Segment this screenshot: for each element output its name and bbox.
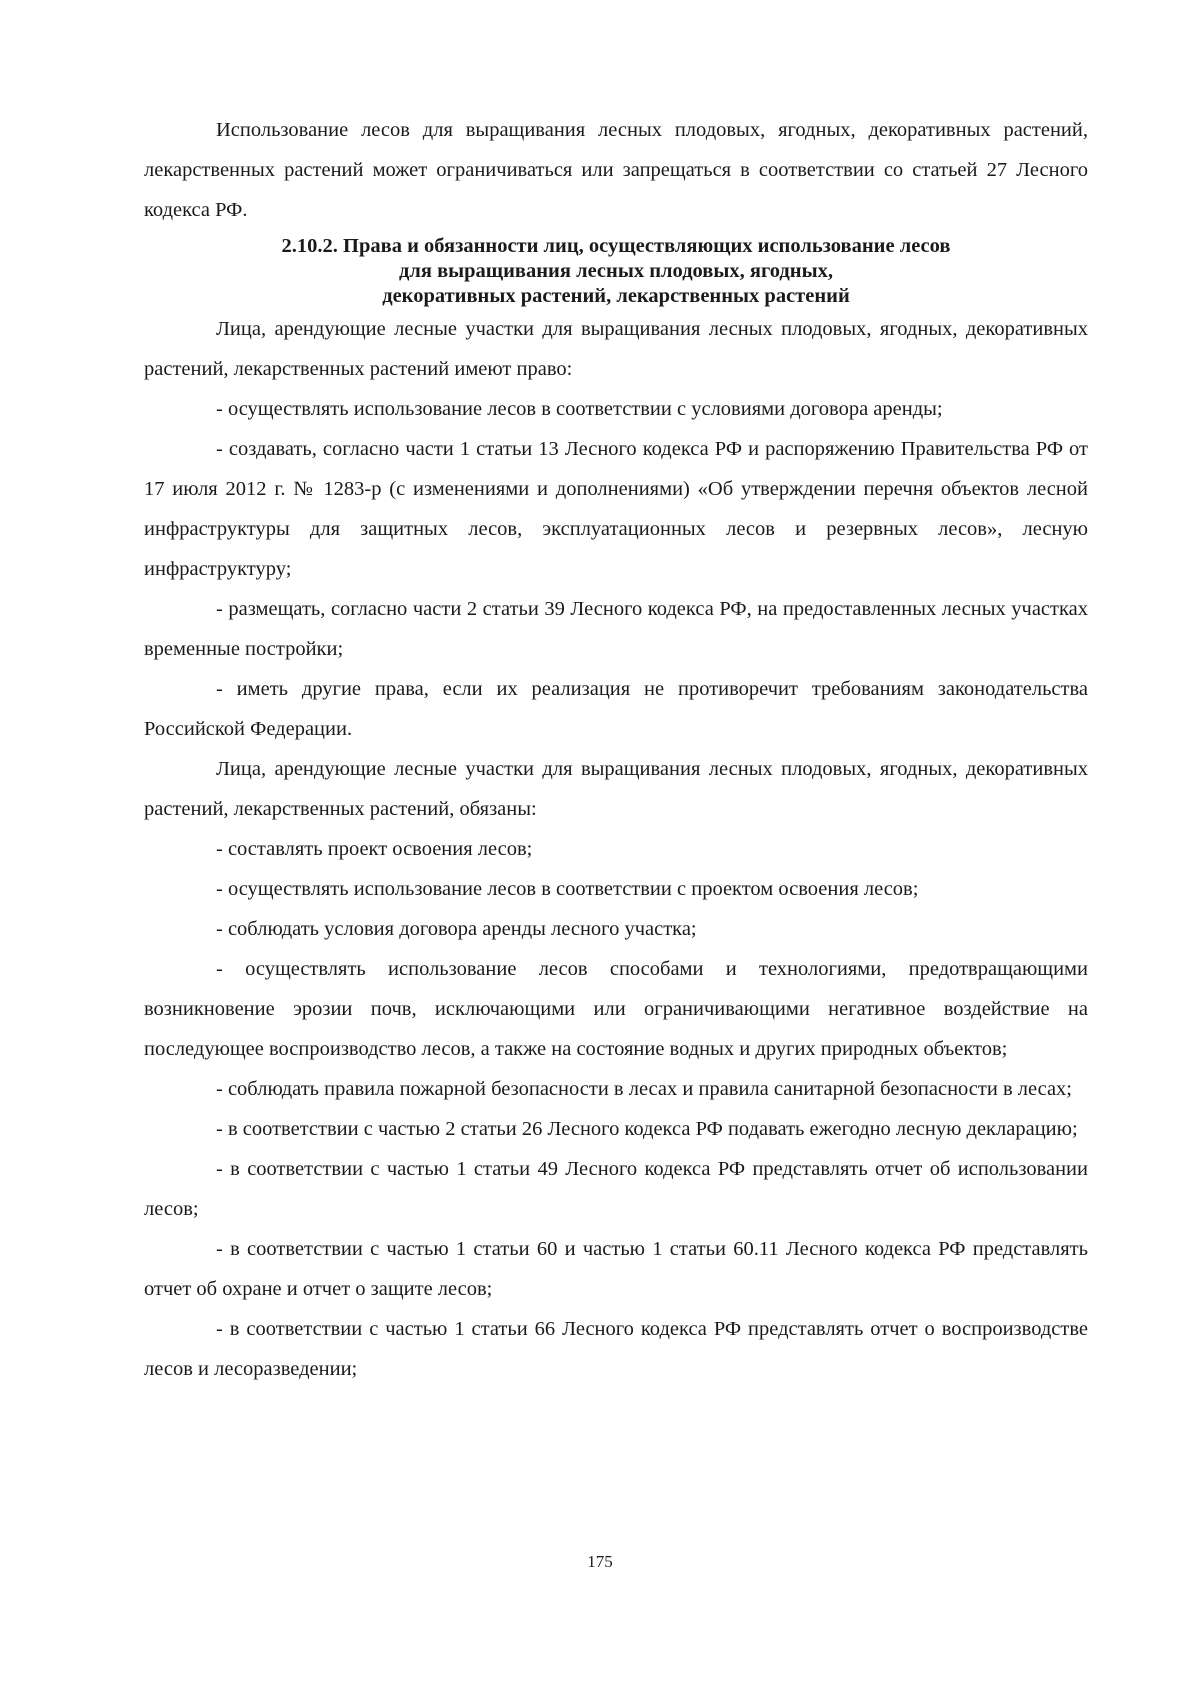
page-number: 175 xyxy=(587,1552,613,1571)
duties-item: - осуществлять использование лесов в соответствии с проектом освоения лесов; xyxy=(216,878,919,900)
rights-section xyxy=(144,309,1088,749)
duties-item: - в соответствии с частью 1 статьи 49 Лесного кодекса РФ представлять отчет об использовании лесов; xyxy=(144,1158,1088,1220)
intro-paragraph: Использование лесов для выращивания лесных плодовых, ягодных, декоративных растений, лекарственных растений может ограничиваться или запрещаться в соответствии со статьей 27 Лесного кодекса РФ. xyxy=(144,119,1088,221)
duties-item: - составлять проект освоения лесов; xyxy=(216,838,533,860)
section-heading-line-3: декоративных растений, лекарственных растений xyxy=(382,285,850,307)
rights-intro: Лица, арендующие лесные участки для выращивания лесных плодовых, ягодных, декоративных растений, лекарственных растений имеют право: xyxy=(144,318,1088,380)
rights-item: - размещать, согласно части 2 статьи 39 Лесного кодекса РФ, на предоставленных лесных участках временные постройки; xyxy=(144,598,1088,660)
section-heading-line-1: 2.10.2. Права и обязанности лиц, осуществляющих использование лесов xyxy=(281,235,951,257)
document-page xyxy=(144,110,1088,1389)
duties-item: - осуществлять использование лесов способами и технологиями, предотвращающими возникновение эрозии почв, исключающими или ограничивающими негативное воздействие на последующее воспроизводство лесов, а также на состояние водных и других природных объектов; xyxy=(144,958,1088,1060)
section-heading-line-2: для выращивания лесных плодовых, ягодных, xyxy=(398,260,833,282)
duties-item: - в соответствии с частью 1 статьи 60 и частью 1 статьи 60.11 Лесного кодекса РФ представлять отчет об охране и отчет о защите лесов; xyxy=(144,1238,1088,1300)
section-heading xyxy=(144,234,1088,309)
rights-item: - иметь другие права, если их реализация не противоречит требованиям законодательства Российской Федерации. xyxy=(144,678,1088,740)
rights-item: - осуществлять использование лесов в соответствии с условиями договора аренды; xyxy=(216,398,943,420)
duties-section xyxy=(144,749,1088,1389)
duties-intro: Лица, арендующие лесные участки для выращивания лесных плодовых, ягодных, декоративных растений, лекарственных растений, обязаны: xyxy=(144,758,1088,820)
duties-item: - в соответствии с частью 2 статьи 26 Лесного кодекса РФ подавать ежегодно лесную декларацию; xyxy=(216,1118,1078,1140)
duties-item: - в соответствии с частью 1 статьи 66 Лесного кодекса РФ представлять отчет о воспроизводстве лесов и лесоразведении; xyxy=(144,1318,1088,1380)
duties-item: - соблюдать условия договора аренды лесного участка; xyxy=(216,918,697,940)
duties-item: - соблюдать правила пожарной безопасности в лесах и правила санитарной безопасности в лесах; xyxy=(216,1078,1072,1100)
rights-item: - создавать, согласно части 1 статьи 13 Лесного кодекса РФ и распоряжению Правительства РФ от 17 июля 2012 г. № 1283-р (с изменениями и дополнениями) «Об утверждении перечня объектов лесной инфраструктуры для защитных лесов, эксплуатационных лесов и резервных лесов», лесную инфраструктуру; xyxy=(144,438,1088,580)
